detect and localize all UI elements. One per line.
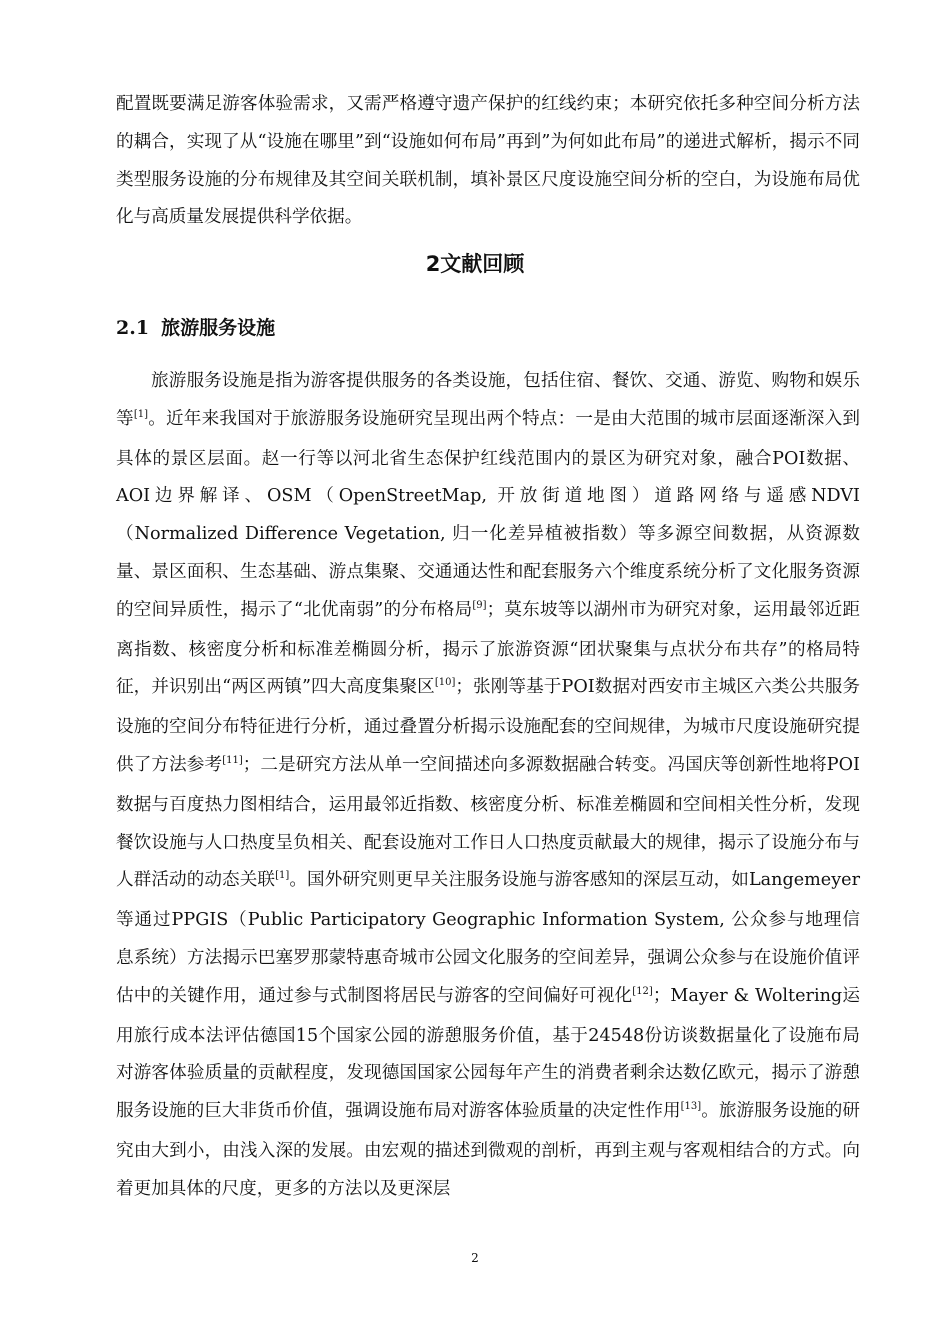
section-number: 2.1: [116, 317, 150, 339]
citation: [1]: [275, 870, 290, 882]
intro-paragraph: 配置既要满足游客体验需求，又需严格遵守遗产保护的红线约束；本研究依托多种空间分析方法的耦合，实现了从“设施在哪里”到“设施如何布局”再到”为何如此布局”的递进式解析，揭示不同类型服务设施的分布规律及其空间关联机制，填补景区尺度设施空间分析的空白，为设施布局优化与高质量发展提供科学依据。: [116, 94, 860, 228]
citation: [1]: [133, 408, 148, 420]
citation: [10]: [434, 677, 456, 689]
body-text-segment: ；Mayer & Woltering运用旅行成本法评估德国15个国家公园的游憩服务价值，基于24548份访谈数据量化了设施布局对游客体验质量的贡献程度，发现德国国家公园每年产生的消费者剩余达数亿欧元，揭示了游憩服务设施的巨大非货币价值，强调设施布局对游客体验质量的决定性作用: [116, 985, 860, 1122]
body-text-segment: ；张刚等基于POI数据对西安市主城区六类公共服务设施的空间分布特征进行分析，通过叠置分析揭示设施配套的空间规律，为城市尺度设施研究提供了方法参考: [116, 677, 860, 775]
body-text-segment: ；莫东坡等以湖州市为研究对象，运用最邻近距离指数、核密度分析和标准差椭圆分析，揭示了旅游资源“团状聚集与点状分布共存”的格局特征，并识别出“两区两镇”四大高度集聚区: [116, 599, 860, 698]
section-title: 旅游服务设施: [161, 317, 276, 339]
citation: [9]: [472, 599, 487, 611]
body-text-segment: 。国外研究则更早关注服务设施与游客感知的深层互动，如Langemeyer等通过PPGIS（Public Participatory Geographic Information System, 公众参与地理信息系统）方法揭示巴塞罗那蒙特惠奇城市公园文化服务的空间差异，强调公众参与在设施价值评估中的关键作用，通过参与式制图将居民与游客的空间偏好可视化: [116, 870, 860, 1006]
citation: [13]: [680, 1101, 702, 1113]
page-number: 2: [471, 1251, 479, 1265]
citation: [11]: [222, 754, 243, 766]
citation: [12]: [632, 985, 653, 997]
body-paragraph: [116, 363, 860, 1209]
body-text-segment: 。近年来我国对于旅游服务设施研究呈现出两个特点：一是由大范围的城市层面逐渐深入到具体的景区层面。赵一行等以河北省生态保护红线范围内的景区为研究对象，融合POI数据、AOI边界解译、OSM（OpenStreetMap, 开放街道地图）道路网络与遥感NDVI（Normalized Difference Vegetation, 归一化差异植被指数）等多源空间数据，从资源数量、景区面积、生态基础、游点集聚、交通通达性和配套服务六个维度系统分析了文化服务资源的空间异质性，揭示了“北优南弱”的分布格局: [116, 408, 860, 620]
body-text-segment: 。旅游服务设施的研究由大到小，由浅入深的发展。由宏观的描述到微观的剖析，再到主观与客观相结合的方式。向着更加具体的尺度，更多的方法以及更深层: [116, 1101, 860, 1199]
section-heading: [116, 313, 275, 340]
body-text-segment: 旅游服务设施是指为游客提供服务的各类设施，包括住宿、餐饮、交通、游览、购物和娱乐等: [116, 371, 860, 429]
body-text-segment: ；二是研究方法从单一空间描述向多源数据融合转变。冯国庆等创新性地将POI数据与百度热力图相结合，运用最邻近指数、核密度分析、标准差椭圆和空间相关性分析，发现餐饮设施与人口热度呈负相关、配套设施对工作日人口热度贡献最大的规律，揭示了设施分布与人群活动的动态关联: [116, 754, 860, 891]
chapter-heading: 2文献回顾: [425, 252, 525, 276]
